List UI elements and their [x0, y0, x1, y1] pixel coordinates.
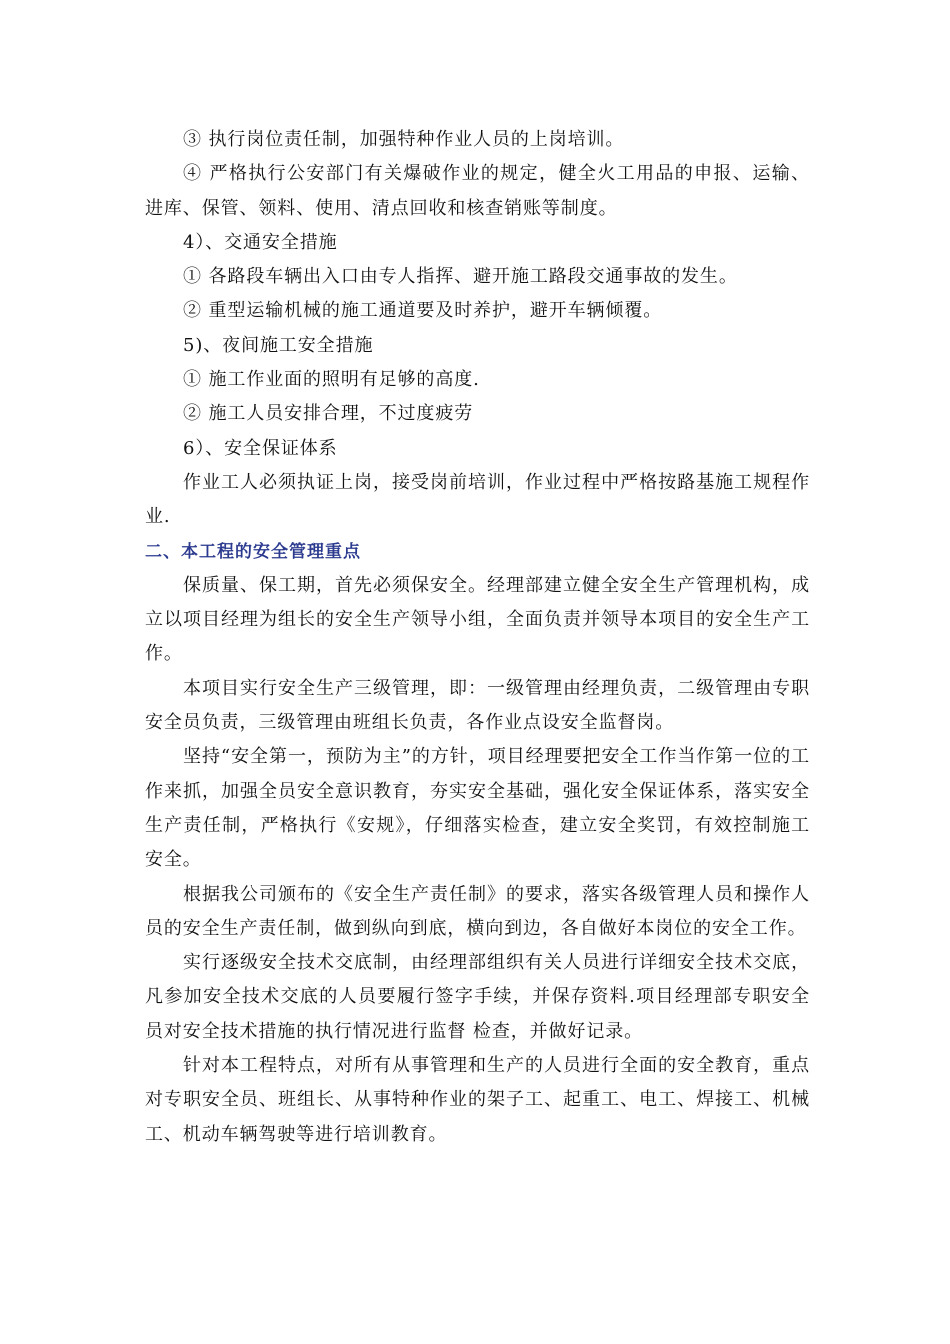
- paragraph-7: 作业工人必须执证上岗，接受岗前培训，作业过程中严格按路基施工规程作业.: [145, 471, 810, 528]
- paragraph-2: ④ 严格执行公安部门有关爆破作业的规定，健全火工用品的申报、运输、进库、保管、领料、使用、清点回收和核查销账等制度。: [145, 163, 810, 219]
- paragraph-5: ① 施工作业面的照明有足够的高度.: [183, 369, 480, 391]
- paragraph-1: ③ 执行岗位责任制，加强特种作业人员的上岗培训。: [183, 129, 625, 150]
- paragraph-11: 根据我公司颁布的《安全生产责任制》的要求，落实各级管理人员和操作人员的安全生产责任制，做到纵向到底，横向到边，各自做好本岗位的安全工作。: [145, 883, 810, 939]
- section-title-night: 5)、夜间施工安全措施: [183, 334, 374, 356]
- paragraph-12: 实行逐级安全技术交底制，由经理部组织有关人员进行详细安全技术交底，凡参加安全技术交底的人员要履行签字手续，并保存资料.项目经理部专职安全员对安全技术措施的执行情况进行监督 检查，并做好记录。: [145, 952, 810, 1042]
- chapter-heading: 二、本工程的安全管理重点: [145, 541, 361, 562]
- paragraph-6: ② 施工人员安排合理，不过度疲劳: [183, 403, 474, 425]
- paragraph-3: ① 各路段车辆出入口由专人指挥、避开施工路段交通事故的发生。: [183, 266, 738, 288]
- paragraph-4: ② 重型运输机械的施工通道要及时养护，避开车辆倾覆。: [183, 300, 663, 322]
- paragraph-13: 针对本工程特点，对所有从事管理和生产的人员进行全面的安全教育，重点对专职安全员、班组长、从事特种作业的架子工、起重工、电工、焊接工、机械工、机动车辆驾驶等进行培训教育。: [145, 1055, 810, 1145]
- paragraph-9: 本项目实行安全生产三级管理，即：一级管理由经理负责，二级管理由专职安全员负责，三级管理由班组长负责，各作业点设安全监督岗。: [145, 677, 810, 734]
- document-body: [145, 123, 810, 1152]
- paragraph-8: 保质量、保工期，首先必须保安全。经理部建立健全安全生产管理机构，成立以项目经理为组长的安全生产领导小组，全面负责并领导本项目的安全生产工作。: [145, 574, 810, 665]
- paragraph-10: 坚持“安全第一，预防为主”的方针，项目经理要把安全工作当作第一位的工作来抓，加强全员安全意识教育，夯实安全基础，强化安全保证体系，落实安全生产责任制，严格执行《安规》，仔细落实检查，建立安全奖罚，有效控制施工安全。: [145, 746, 810, 871]
- section-title-guarantee: 6）、安全保证体系: [183, 437, 338, 459]
- section-title-traffic: 4）、交通安全措施: [183, 231, 338, 253]
